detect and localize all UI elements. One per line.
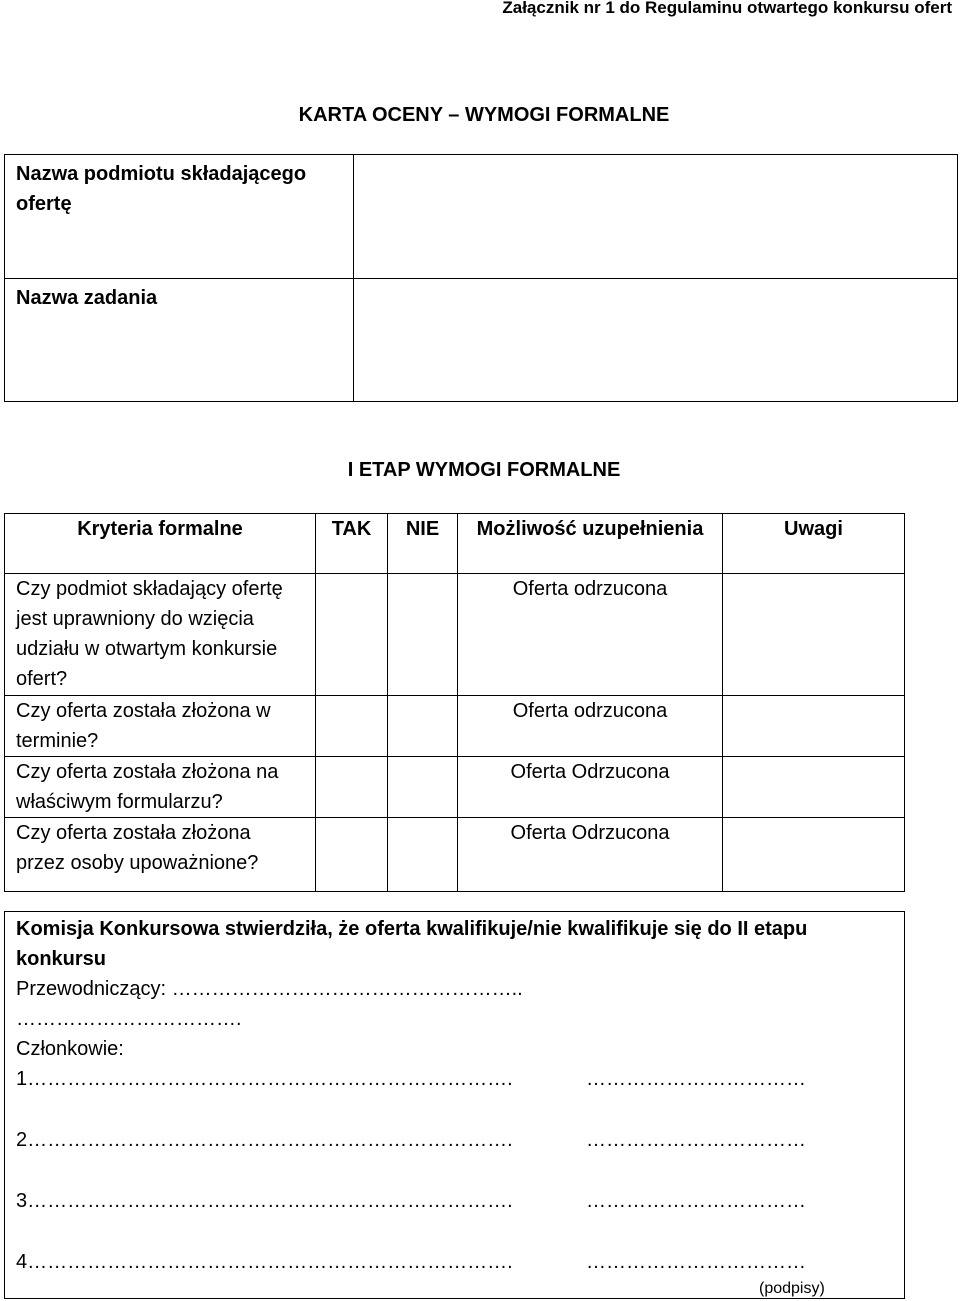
member-row-3 <box>16 1186 893 1247</box>
commission-cell <box>5 912 905 1299</box>
member-row-2 <box>16 1125 893 1186</box>
uwagi-cell[interactable] <box>723 574 905 696</box>
tak-cell[interactable] <box>316 818 388 892</box>
tak-cell[interactable] <box>316 696 388 757</box>
chairman-line: Przewodniczący: …………………………………………….. <box>16 978 523 1000</box>
member-signature-line: …………………………… <box>586 1068 806 1090</box>
info-table <box>4 154 958 402</box>
tak-cell[interactable] <box>316 757 388 818</box>
member-signature-line: …………………………… <box>586 1251 806 1273</box>
table-row <box>5 757 905 818</box>
nie-cell[interactable] <box>388 696 458 757</box>
criterion-question: Czy oferta została złożona na właściwym formularzu? <box>5 757 316 818</box>
criterion-question: Czy podmiot składający ofertę jest uprawniony do wzięcia udziału w otwartym konkursie ofert? <box>5 574 316 696</box>
member-signature-line: …………………………… <box>586 1190 806 1212</box>
possibility-cell: Oferta odrzucona <box>458 574 723 696</box>
nie-cell[interactable] <box>388 818 458 892</box>
uwagi-cell[interactable] <box>723 757 905 818</box>
member-row-1 <box>16 1064 893 1125</box>
applicant-label: Nazwa podmiotu składającego ofertę <box>5 155 354 279</box>
nie-cell[interactable] <box>388 574 458 696</box>
tak-cell[interactable] <box>316 574 388 696</box>
chairman-line-continued: ……………………………. <box>16 1008 242 1030</box>
table-row <box>5 818 905 892</box>
task-label: Nazwa zadania <box>5 279 354 402</box>
criterion-question: Czy oferta została złożona w terminie? <box>5 696 316 757</box>
member-signature-line: …………………………… <box>586 1129 806 1151</box>
uwagi-cell[interactable] <box>723 818 905 892</box>
table-row <box>5 574 905 696</box>
annex-header: Załącznik nr 1 do Regulaminu otwartego konkursu ofert <box>502 0 952 17</box>
member-name-line: 3………………………………………………………………. <box>16 1190 513 1212</box>
criterion-question: Czy oferta została złożona przez osoby upoważnione? <box>5 818 316 892</box>
document-title: KARTA OCENY – WYMOGI FORMALNE <box>298 104 670 126</box>
header-mozliwosc: Możliwość uzupełnienia <box>458 514 723 574</box>
header-nie: NIE <box>388 514 458 574</box>
possibility-cell: Oferta Odrzucona <box>458 818 723 892</box>
signatures-caption: (podpisy) <box>759 1280 825 1297</box>
possibility-cell: Oferta odrzucona <box>458 696 723 757</box>
table-row <box>5 696 905 757</box>
commission-statement: Komisja Konkursowa stwierdziła, że oferta kwalifikuje/nie kwalifikuje się do II etapu konkursu <box>16 918 808 970</box>
header-tak: TAK <box>316 514 388 574</box>
member-name-line: 4………………………………………………………………. <box>16 1251 513 1273</box>
nie-cell[interactable] <box>388 757 458 818</box>
criteria-table <box>4 513 905 892</box>
member-row-4 <box>16 1247 893 1277</box>
member-name-line: 2………………………………………………………………. <box>16 1129 513 1151</box>
uwagi-cell[interactable] <box>723 696 905 757</box>
possibility-cell: Oferta Odrzucona <box>458 757 723 818</box>
task-value-cell[interactable] <box>354 279 958 402</box>
members-label: Członkowie: <box>16 1038 124 1060</box>
applicant-value-cell[interactable] <box>354 155 958 279</box>
header-uwagi: Uwagi <box>723 514 905 574</box>
header-criteria: Kryteria formalne <box>5 514 316 574</box>
stage-title: I ETAP WYMOGI FORMALNE <box>347 459 621 481</box>
member-name-line: 1………………………………………………………………. <box>16 1068 513 1090</box>
commission-table <box>4 911 905 1299</box>
